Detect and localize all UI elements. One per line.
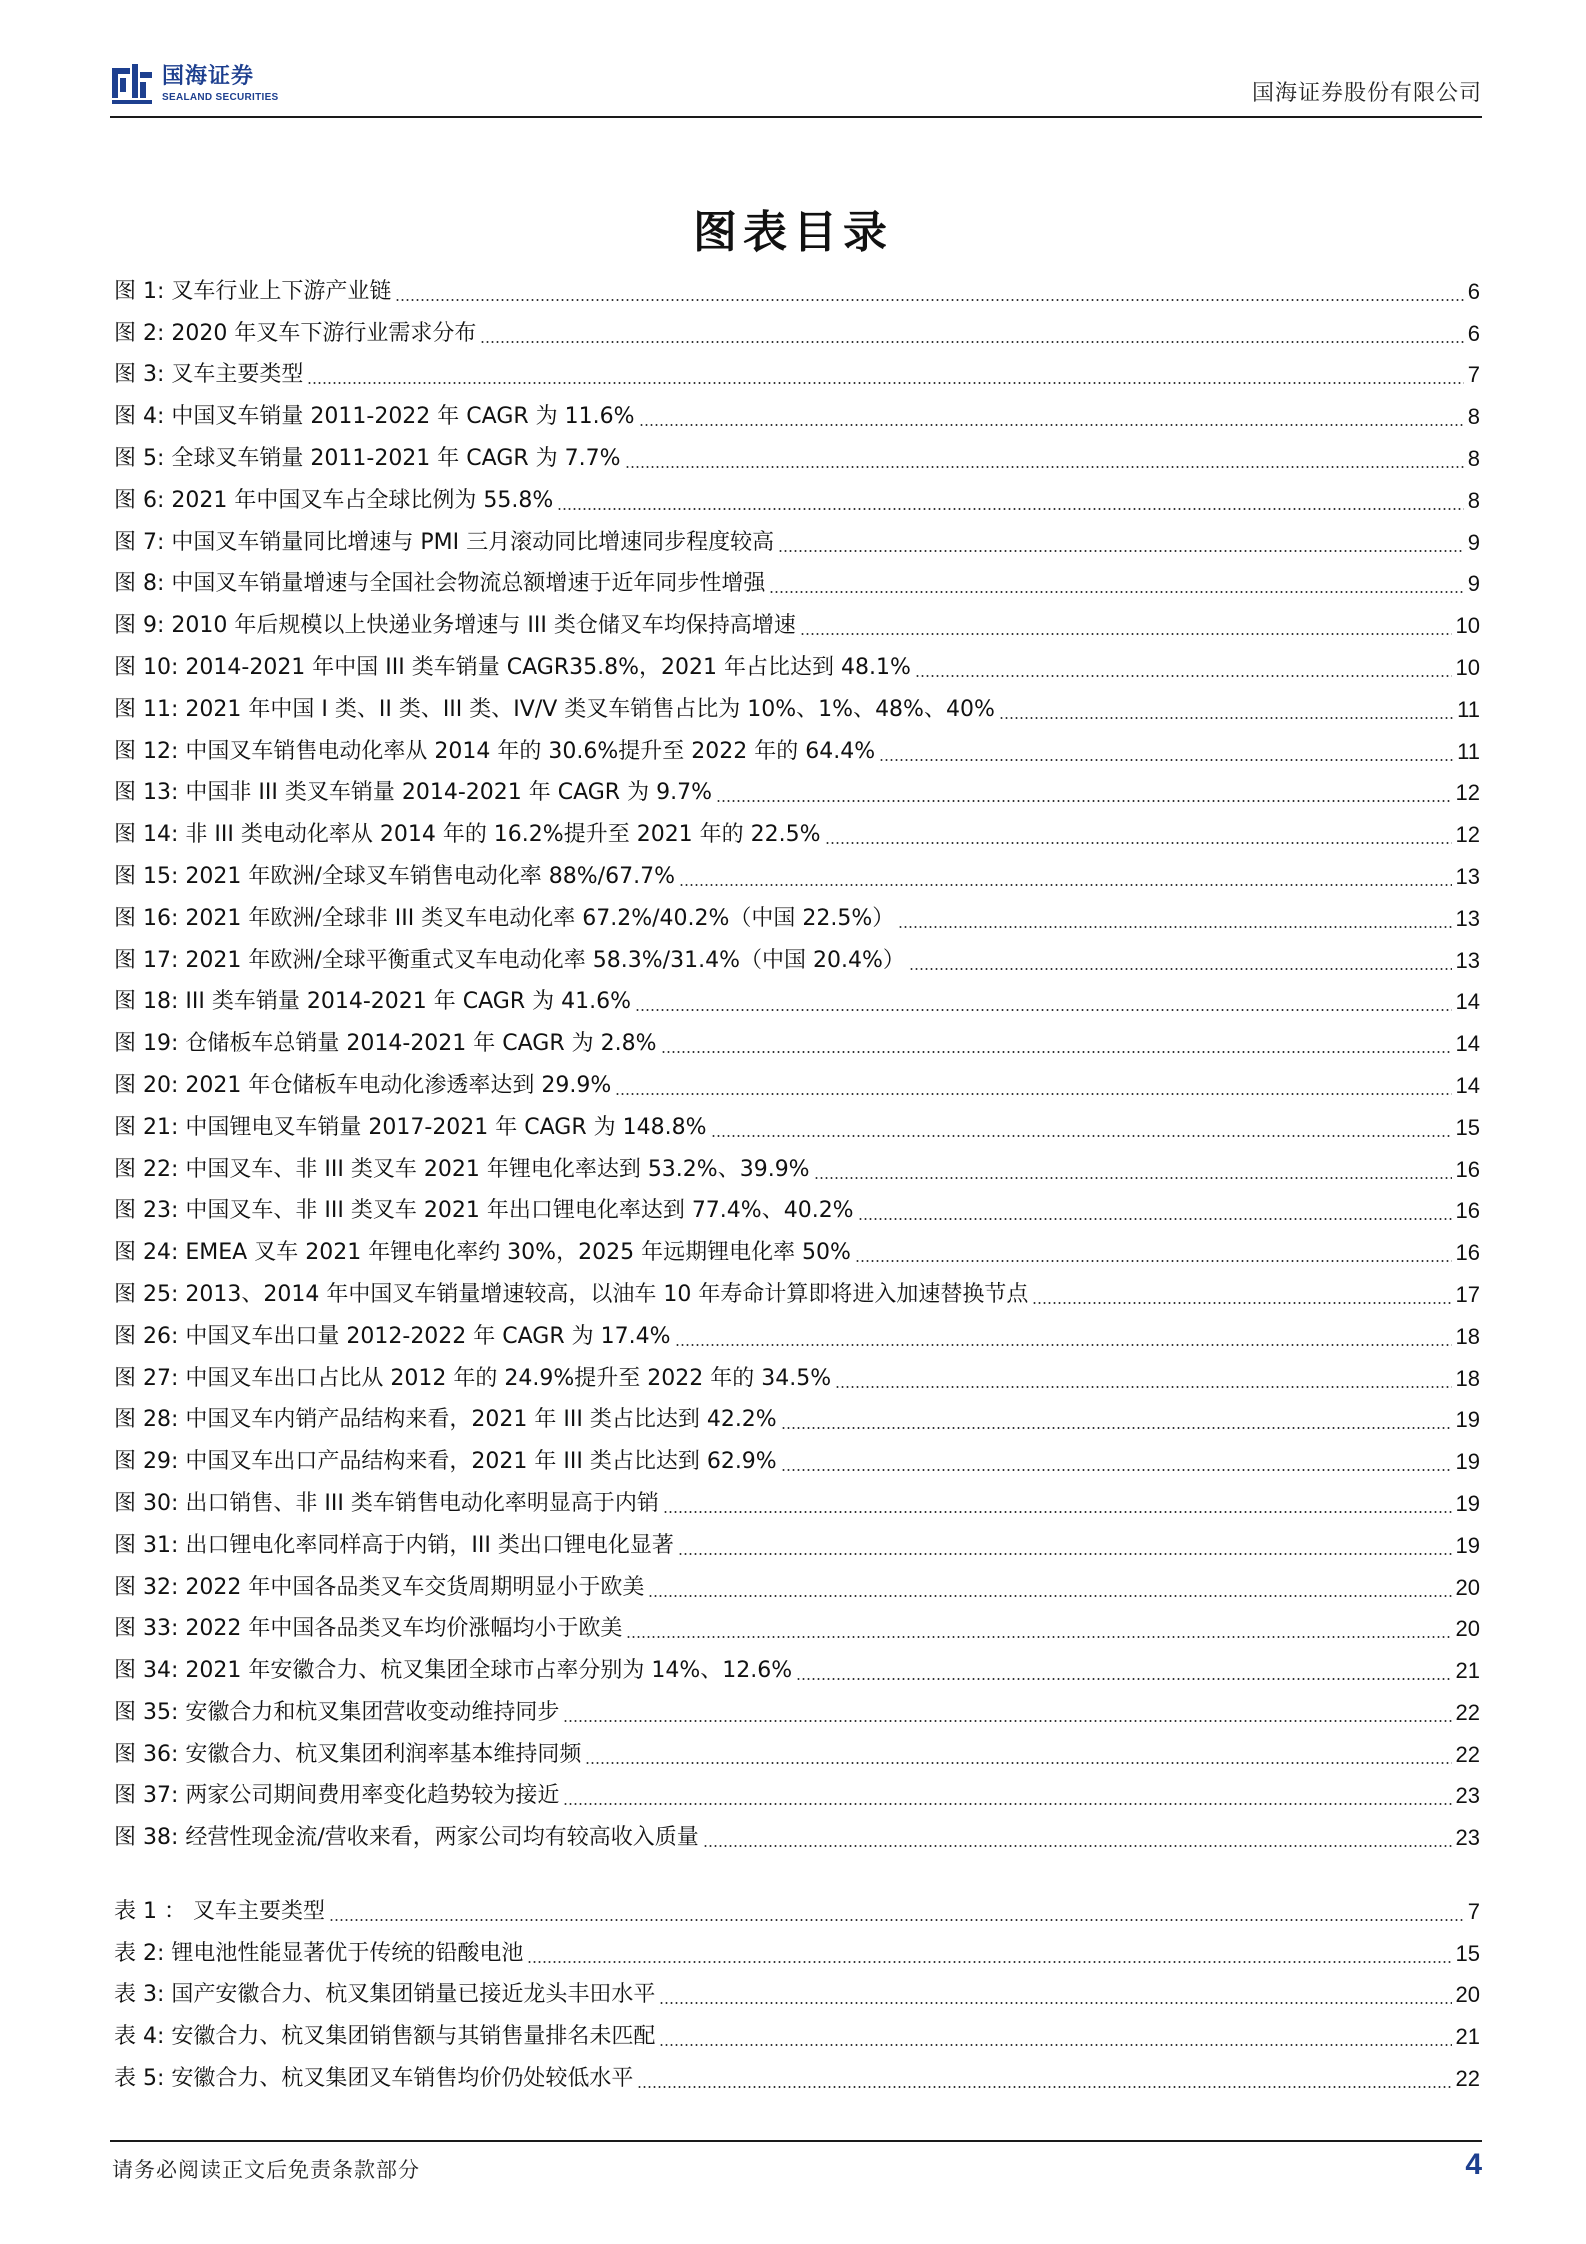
dot-leader <box>395 299 1463 301</box>
dot-leader <box>307 382 1463 384</box>
toc-page-number: 19 <box>1455 1532 1480 1558</box>
toc-entry-label: 图 23: 中国叉车、非 III 类叉车 2021 年出口锂电化率达到 77.4%、40.2% <box>114 1198 854 1224</box>
toc-page-number: 8 <box>1467 445 1480 471</box>
toc-table-row[interactable] <box>114 1972 1480 2014</box>
dot-leader <box>814 1177 1452 1179</box>
dot-leader <box>615 1093 1451 1095</box>
toc-entry-label: 图 15: 2021 年欧洲/全球叉车销售电动化率 88%/67.7% <box>114 863 675 889</box>
toc-entry-label: 图 13: 中国非 III 类叉车销量 2014-2021 年 CAGR 为 9.7% <box>114 780 712 806</box>
toc-page-number: 6 <box>1467 320 1480 346</box>
toc-page-number: 8 <box>1467 404 1480 430</box>
toc-page-number: 22 <box>1455 2065 1480 2091</box>
dot-leader <box>800 633 1452 635</box>
toc-figure-row[interactable] <box>114 1689 1480 1731</box>
toc-page-number: 21 <box>1455 1658 1480 1684</box>
toc-entry-label: 图 3: 叉车主要类型 <box>114 362 304 388</box>
dot-leader <box>909 968 1452 970</box>
toc-entry-label: 图 37: 两家公司期间费用率变化趋势较为接近 <box>114 1783 560 1809</box>
toc-entry-label: 图 9: 2010 年后规模以上快递业务增速与 III 类仓储叉车均保持高增速 <box>114 613 796 639</box>
toc-page-number: 12 <box>1455 822 1480 848</box>
dot-leader <box>659 2044 1451 2046</box>
toc-figure-row[interactable] <box>114 937 1480 979</box>
toc-entry-label: 图 11: 2021 年中国 I 类、II 类、III 类、IV/V 类叉车销售占比为 10%、1%、48%、40% <box>114 696 995 722</box>
toc-figure-row[interactable] <box>114 1104 1480 1146</box>
toc-figure-row[interactable] <box>114 811 1480 853</box>
toc-entry-label: 图 36: 安徽合力、杭叉集团利润率基本维持同频 <box>114 1741 582 1767</box>
dot-leader <box>858 1218 1452 1220</box>
toc-page-number: 23 <box>1455 1783 1480 1809</box>
dot-leader <box>648 1595 1451 1597</box>
toc-page-number: 9 <box>1467 571 1480 597</box>
dot-leader <box>711 1135 1452 1137</box>
toc-entry-label: 图 4: 中国叉车销量 2011-2022 年 CAGR 为 11.6% <box>114 404 635 430</box>
toc-page-number: 11 <box>1457 738 1480 764</box>
toc-figure-row[interactable] <box>114 1229 1480 1271</box>
table-list <box>114 1888 1480 2097</box>
dot-leader <box>663 1511 1452 1513</box>
toc-entry-label: 表 5: 安徽合力、杭叉集团叉车销售均价仍处较低水平 <box>114 2065 634 2091</box>
dot-leader <box>659 2002 1451 2004</box>
toc-entry-label: 图 20: 2021 年仓储板车电动化渗透率达到 29.9% <box>114 1072 612 1098</box>
toc-figure-row[interactable] <box>114 561 1480 603</box>
toc-figure-row[interactable] <box>114 1731 1480 1773</box>
toc-entry-label: 图 5: 全球叉车销量 2011-2021 年 CAGR 为 7.7% <box>114 445 621 471</box>
toc-entry-label: 图 8: 中国叉车销量增速与全国社会物流总额增速于近年同步性增强 <box>114 571 766 597</box>
toc-page-number: 16 <box>1455 1156 1480 1182</box>
dot-leader <box>626 1636 1451 1638</box>
toc-figure-row[interactable] <box>114 1355 1480 1397</box>
page-title: 图表目录 <box>693 207 893 258</box>
toc-entry-label: 图 18: III 类车销量 2014-2021 年 CAGR 为 41.6% <box>114 989 631 1015</box>
footer-divider <box>110 2140 1482 2142</box>
toc-figure-row[interactable] <box>114 1480 1480 1522</box>
toc-page-number: 19 <box>1455 1490 1480 1516</box>
toc-page-number: 10 <box>1455 654 1480 680</box>
toc-figure-row[interactable] <box>114 1647 1480 1689</box>
toc-entry-label: 图 16: 2021 年欧洲/全球非 III 类叉车电动化率 67.2%/40.2%（中国 22.5%） <box>114 905 895 931</box>
toc-entry-label: 图 32: 2022 年中国各品类叉车交货周期明显小于欧美 <box>114 1574 645 1600</box>
toc-table-row[interactable] <box>114 1930 1480 1972</box>
toc-entry-label: 图 22: 中国叉车、非 III 类叉车 2021 年锂电化率达到 53.2%、39.9% <box>114 1156 810 1182</box>
toc-entry-label: 图 26: 中国叉车出口量 2012-2022 年 CAGR 为 17.4% <box>114 1323 671 1349</box>
toc-figure-row[interactable] <box>114 1773 1480 1815</box>
dot-leader <box>585 1762 1451 1764</box>
toc-page-number: 12 <box>1455 780 1480 806</box>
dot-leader <box>879 759 1453 761</box>
toc-page-number: 19 <box>1455 1449 1480 1475</box>
toc-page-number: 11 <box>1457 696 1480 722</box>
dot-leader <box>678 1553 1452 1555</box>
dot-leader <box>825 842 1452 844</box>
toc-page-number: 13 <box>1455 905 1480 931</box>
dot-leader <box>703 1845 1452 1847</box>
toc-page-number: 14 <box>1455 989 1480 1015</box>
dot-leader <box>781 1469 1452 1471</box>
figure-list <box>114 268 1480 1856</box>
toc-entry-label: 图 17: 2021 年欧洲/全球平衡重式叉车电动化率 58.3%/31.4%（中国 20.4%） <box>114 947 905 973</box>
toc-entry-label: 表 4: 安徽合力、杭叉集团销售额与其销售量排名未匹配 <box>114 2024 656 2050</box>
toc-entry-label: 图 28: 中国叉车内销产品结构来看，2021 年 III 类占比达到 42.2% <box>114 1407 777 1433</box>
toc-page-number: 22 <box>1455 1741 1480 1767</box>
dot-leader <box>635 1009 1452 1011</box>
dot-leader <box>781 1427 1452 1429</box>
toc-figure-row[interactable] <box>114 979 1480 1021</box>
disclaimer-text: 请务必阅读正文后免责条款部分 <box>112 2158 420 2182</box>
toc-page-number: 16 <box>1455 1240 1480 1266</box>
dot-leader <box>835 1386 1451 1388</box>
toc-entry-label: 图 7: 中国叉车销量同比增速与 PMI 三月滚动同比增速同步程度较高 <box>114 529 775 555</box>
dot-leader <box>1032 1302 1451 1304</box>
toc-figure-row[interactable] <box>114 1814 1480 1856</box>
toc-figure-row[interactable] <box>114 895 1480 937</box>
toc-entry-label: 图 19: 仓储板车总销量 2014-2021 年 CAGR 为 2.8% <box>114 1031 657 1057</box>
toc-page-number: 20 <box>1455 1574 1480 1600</box>
toc-page-number: 19 <box>1455 1407 1480 1433</box>
toc-page-number: 22 <box>1455 1699 1480 1725</box>
toc-table-row[interactable] <box>114 2055 1480 2097</box>
toc-entry-label: 图 38: 经营性现金流/营收来看，两家公司均有较高收入质量 <box>114 1825 699 1851</box>
toc-figure-row[interactable] <box>114 1522 1480 1564</box>
toc-figure-row[interactable] <box>114 853 1480 895</box>
toc-figure-row[interactable] <box>114 435 1480 477</box>
toc-entry-label: 图 33: 2022 年中国各品类叉车均价涨幅均小于欧美 <box>114 1616 623 1642</box>
toc-figure-row[interactable] <box>114 519 1480 561</box>
toc-entry-label: 图 21: 中国锂电叉车销量 2017-2021 年 CAGR 为 148.8% <box>114 1114 707 1140</box>
toc-entry-label: 表 2: 锂电池性能显著优于传统的铅酸电池 <box>114 1940 524 1966</box>
toc-entry-label: 图 2: 2020 年叉车下游行业需求分布 <box>114 320 477 346</box>
dot-leader <box>915 675 1452 677</box>
toc-page-number: 6 <box>1467 278 1480 304</box>
logo-chinese-name: 国海证券 <box>162 63 255 89</box>
toc-entry-label: 图 1: 叉车行业上下游产业链 <box>114 278 392 304</box>
toc-figure-row[interactable] <box>114 728 1480 770</box>
toc-entry-label: 图 6: 2021 年中国叉车占全球比例为 55.8% <box>114 487 554 513</box>
toc-page-number: 20 <box>1455 1982 1480 2008</box>
toc-figure-row[interactable] <box>114 268 1480 310</box>
toc-entry-label: 图 27: 中国叉车出口占比从 2012 年的 24.9%提升至 2022 年的 34.5% <box>114 1365 832 1391</box>
toc-entry-label: 表 3: 国产安徽合力、杭叉集团销量已接近龙头丰田水平 <box>114 1982 656 2008</box>
toc-page-number: 9 <box>1467 529 1480 555</box>
toc-entry-label: 图 25: 2013、2014 年中国叉车销量增速较高，以油车 10 年寿命计算即将进入加速替换节点 <box>114 1281 1029 1307</box>
toc-entry-label: 图 31: 出口锂电化率同样高于内销，III 类出口锂电化显著 <box>114 1532 674 1558</box>
toc-page-number: 16 <box>1455 1198 1480 1224</box>
toc-page-number: 14 <box>1455 1031 1480 1057</box>
toc-page-number: 15 <box>1455 1114 1480 1140</box>
toc-figure-row[interactable] <box>114 393 1480 435</box>
toc-figure-row[interactable] <box>114 310 1480 352</box>
toc-figure-row[interactable] <box>114 352 1480 394</box>
page-number: 4 <box>1465 2148 1482 2181</box>
toc-entry-label: 图 35: 安徽合力和杭叉集团营收变动维持同步 <box>114 1699 560 1725</box>
dot-leader <box>661 1051 1452 1053</box>
toc-figure-row[interactable] <box>114 602 1480 644</box>
toc-entry-label: 图 29: 中国叉车出口产品结构来看，2021 年 III 类占比达到 62.9% <box>114 1449 777 1475</box>
toc-page-number: 17 <box>1455 1281 1480 1307</box>
dot-leader <box>625 466 1464 468</box>
sealand-logo-icon <box>110 62 154 106</box>
dot-leader <box>563 1720 1451 1722</box>
toc-figure-row[interactable] <box>114 686 1480 728</box>
dot-leader <box>329 1919 1464 1921</box>
toc-page-number: 20 <box>1455 1616 1480 1642</box>
toc-page-number: 14 <box>1455 1072 1480 1098</box>
toc-entry-label: 图 10: 2014-2021 年中国 III 类车销量 CAGR35.8%，2021 年占比达到 48.1% <box>114 654 911 680</box>
toc-page-number: 18 <box>1455 1323 1480 1349</box>
toc-entry-label: 表 1 ： 叉车主要类型 <box>114 1898 325 1924</box>
toc-figure-row[interactable] <box>114 1564 1480 1606</box>
dot-leader <box>855 1260 1452 1262</box>
toc-page-number: 10 <box>1455 613 1480 639</box>
logo-english-name: SEALAND SECURITIES <box>162 91 279 103</box>
dot-leader <box>796 1678 1451 1680</box>
dot-leader <box>527 1961 1451 1963</box>
toc-page-number: 21 <box>1455 2024 1480 2050</box>
dot-leader <box>999 717 1453 719</box>
toc-entry-label: 图 14: 非 III 类电动化率从 2014 年的 16.2%提升至 2021 年的 22.5% <box>114 822 821 848</box>
toc-page-number: 7 <box>1467 362 1480 388</box>
dot-leader <box>563 1803 1451 1805</box>
dot-leader <box>769 591 1463 593</box>
toc-page-number: 18 <box>1455 1365 1480 1391</box>
toc-entry-label: 图 12: 中国叉车销售电动化率从 2014 年的 30.6%提升至 2022 年的 64.4% <box>114 738 876 764</box>
toc-figure-row[interactable] <box>114 644 1480 686</box>
toc-page-number: 13 <box>1455 863 1480 889</box>
dot-leader <box>480 341 1463 343</box>
toc-figure-row[interactable] <box>114 1606 1480 1648</box>
dot-leader <box>778 550 1464 552</box>
toc-page-number: 15 <box>1455 1940 1480 1966</box>
dot-leader <box>557 508 1463 510</box>
dot-leader <box>679 884 1452 886</box>
toc-figure-row[interactable] <box>114 1062 1480 1104</box>
toc-page-number: 7 <box>1467 1898 1480 1924</box>
toc-entry-label: 图 34: 2021 年安徽合力、杭叉集团全球市占率分别为 14%、12.6% <box>114 1658 793 1684</box>
header-divider <box>110 116 1482 118</box>
toc-table-row[interactable] <box>114 2013 1480 2055</box>
toc-figure-row[interactable] <box>114 1020 1480 1062</box>
toc-figure-row[interactable] <box>114 1146 1480 1188</box>
dot-leader <box>637 2086 1451 2088</box>
toc-figure-row[interactable] <box>114 1271 1480 1313</box>
toc-figure-row[interactable] <box>114 1313 1480 1355</box>
toc-figure-row[interactable] <box>114 770 1480 812</box>
dot-leader <box>639 424 1464 426</box>
company-logo <box>110 62 279 106</box>
toc-figure-row[interactable] <box>114 1188 1480 1230</box>
dot-leader <box>675 1344 1452 1346</box>
toc-figure-row[interactable] <box>114 477 1480 519</box>
toc-table-row[interactable] <box>114 1888 1480 1930</box>
toc-page-number: 8 <box>1467 487 1480 513</box>
toc-entry-label: 图 30: 出口销售、非 III 类车销售电动化率明显高于内销 <box>114 1490 659 1516</box>
toc-page-number: 13 <box>1455 947 1480 973</box>
company-name: 国海证券股份有限公司 <box>1251 81 1482 106</box>
toc-figure-row[interactable] <box>114 1438 1480 1480</box>
toc-figure-row[interactable] <box>114 1397 1480 1439</box>
dot-leader <box>898 926 1451 928</box>
toc-page-number: 23 <box>1455 1825 1480 1851</box>
toc-entry-label: 图 24: EMEA 叉车 2021 年锂电化率约 30%，2025 年远期锂电化率 50% <box>114 1240 851 1266</box>
dot-leader <box>716 800 1452 802</box>
